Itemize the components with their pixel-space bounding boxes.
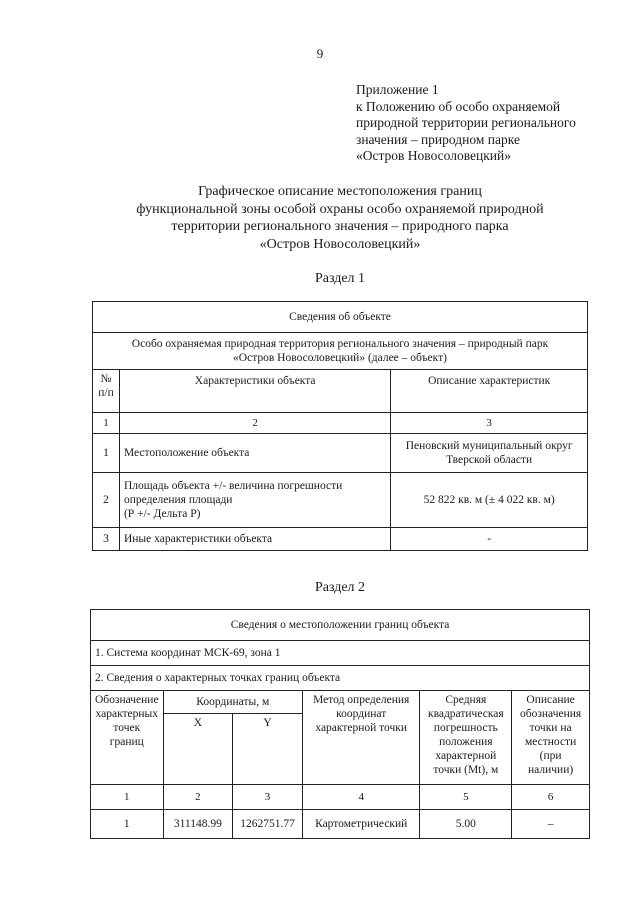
col-header-error-line: положения	[439, 736, 493, 748]
col-header-error-line: квадратическая	[427, 708, 504, 720]
row-description-line: Тверской области	[446, 454, 533, 466]
section1-heading: Раздел 1	[314, 271, 366, 286]
col-header-point-line: характерных	[95, 708, 159, 720]
col-header-method-line: координат	[336, 708, 387, 720]
row-characteristic-line: Площадь объекта +/- величина погрешности	[123, 480, 343, 492]
appendix-block	[356, 82, 576, 165]
document-title	[0, 183, 640, 253]
appendix-line: природной территории регионального	[356, 115, 576, 130]
col-header-point-line: точек	[113, 722, 141, 734]
row-num: 3	[93, 528, 120, 551]
col-header-error-line: погрешность	[433, 722, 498, 734]
row-characteristic: Местоположение объекта	[119, 434, 390, 473]
col-number: 6	[512, 785, 590, 810]
point-error: 5.00	[420, 810, 512, 839]
col-number: 1	[91, 785, 164, 810]
col-header-point-line: Обозначение	[95, 694, 159, 706]
row-num: 2	[93, 473, 120, 528]
boundary-points-table	[90, 609, 590, 839]
col-header-desc-line: (при	[539, 750, 562, 762]
col-number: 1	[93, 413, 120, 434]
col-header-point-line: границ	[109, 736, 144, 748]
title-line: функциональной зоны особой охраны особо охраняемой природной	[136, 201, 544, 217]
point-id: 1	[91, 810, 164, 839]
object-info-title: Сведения об объекте	[93, 302, 588, 333]
row-description	[391, 434, 588, 473]
col-number: 2	[119, 413, 390, 434]
row-num: 1	[93, 434, 120, 473]
table-row	[93, 434, 588, 473]
point-y: 1262751.77	[233, 810, 303, 839]
col-header-desc-line: местности	[524, 736, 577, 748]
col-number: 5	[420, 785, 512, 810]
appendix-line: Приложение 1	[356, 82, 439, 97]
table-row	[93, 473, 588, 528]
col-header-method	[302, 691, 419, 785]
point-x: 311148.99	[163, 810, 233, 839]
col-header-num-line: №	[100, 373, 112, 385]
col-header-x: X	[163, 714, 233, 785]
col-header-characteristics: Характеристики объекта	[119, 370, 390, 413]
appendix-line: «Остров Новосоловецкий»	[356, 148, 511, 163]
row-description-line: Пеновский муниципальный округ	[405, 440, 573, 452]
col-header-desc-line: наличии)	[528, 764, 574, 776]
col-number: 2	[163, 785, 233, 810]
col-number: 4	[302, 785, 419, 810]
object-info-table	[92, 301, 588, 551]
row-description: 52 822 кв. м (± 4 022 кв. м)	[391, 473, 588, 528]
row-characteristic-line: определения площади	[123, 494, 233, 506]
table-row	[91, 810, 590, 839]
title-line: «Остров Новосоловецкий»	[259, 236, 421, 252]
appendix-line: значения – природном парке	[356, 131, 520, 147]
row-characteristic: Иные характеристики объекта	[119, 528, 390, 551]
point-description: –	[512, 810, 590, 839]
row-characteristic-line: (Р +/- Дельта Р)	[123, 508, 201, 520]
page-number: 9	[316, 46, 324, 61]
appendix-line: к Положению об особо охраняемой	[356, 98, 561, 114]
table-row	[93, 528, 588, 551]
boundary-info-title: Сведения о местоположении границ объекта	[91, 610, 590, 641]
col-header-error-line: точки (Mt), м	[433, 764, 499, 776]
object-name-line: Особо охраняемая природная территория регионального значения – природный парк	[131, 338, 549, 350]
title-line: территории регионального значения – природного парка	[171, 219, 509, 234]
col-number: 3	[233, 785, 303, 810]
col-header-description: Описание характеристик	[391, 370, 588, 413]
col-header-point	[91, 691, 164, 785]
col-header-num-line: п/п	[98, 387, 114, 399]
coordinate-system: 1. Система координат МСК-69, зона 1	[91, 641, 590, 666]
object-name-line: «Остров Новосоловецкий» (далее – объект)	[233, 352, 447, 364]
col-header-method-line: Метод определения	[313, 694, 410, 706]
col-header-method-line: характерной точки	[315, 722, 408, 734]
col-header-y: Y	[233, 714, 303, 785]
col-header-error	[420, 691, 512, 785]
points-title: 2. Сведения о характерных точках границ объекта	[91, 666, 590, 691]
col-header-error-line: характерной	[435, 750, 497, 762]
col-header-point-description	[512, 691, 590, 785]
point-method: Картометрический	[302, 810, 419, 839]
col-number: 3	[391, 413, 588, 434]
title-line: Графическое описание местоположения границ	[198, 184, 482, 199]
row-description: -	[391, 528, 588, 551]
col-header-desc-line: Описание	[526, 694, 575, 706]
col-header-desc-line: точки на	[529, 722, 572, 734]
section2-heading: Раздел 2	[314, 580, 366, 595]
row-characteristic	[119, 473, 390, 528]
col-header-desc-line: обозначения	[520, 708, 582, 720]
object-name-cell	[93, 333, 588, 370]
col-header-error-line: Средняя	[445, 694, 487, 706]
col-header-num	[93, 370, 120, 413]
col-header-coordinates: Координаты, м	[163, 691, 302, 714]
